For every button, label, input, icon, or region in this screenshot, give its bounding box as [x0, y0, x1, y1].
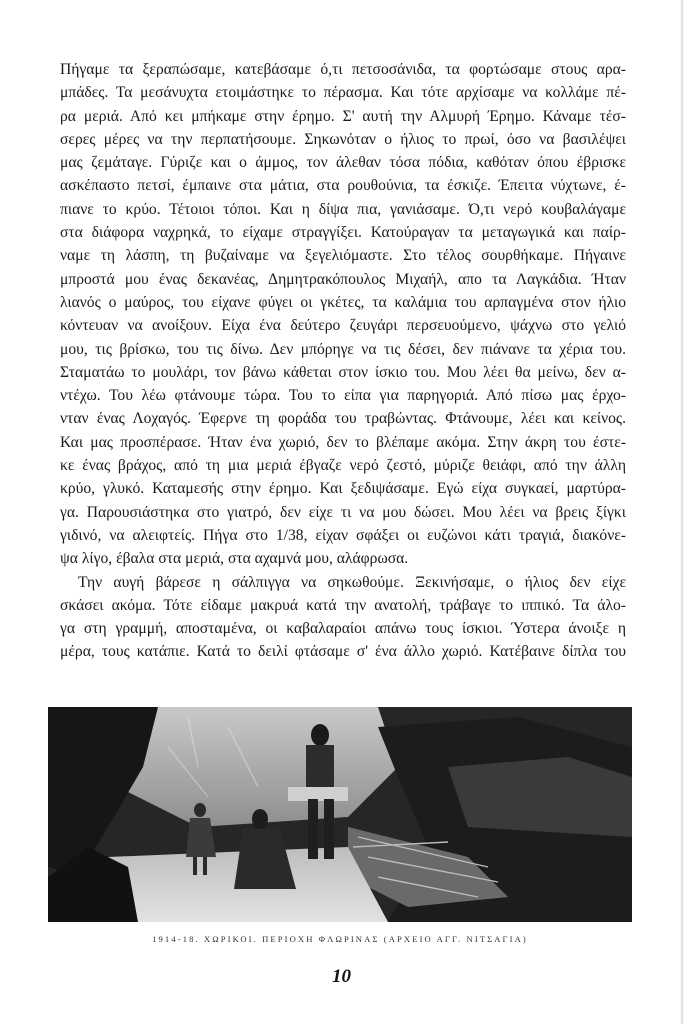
text-line: σκάσει ακόμα. Τότε είδαμε μακρυά κατά την ανατολή, τράβαγε το ιππικό. Τα άλο- — [60, 596, 626, 614]
text-line: ασκέπαστο πετσί, έμπαινε στα μάτια, στα ρουθούνια, τα έσκιζε. Έπειτα νύχτωνε, έ- — [60, 177, 626, 195]
text-line: λιανός ο μαύρος, του είχανε φύγει οι γκέτες, τα καλάμια του αρπαγμένα στον ήλιο — [60, 293, 626, 311]
text-line-paragraph-end: ψα λίγο, έβαλα στα μεριά, στα αχαμνά μου, αλάφρωσα. — [60, 550, 409, 568]
text-line: νταν ένας Λοχαγός. Έφερνε τη φοράδα του τραβώντας. Φτάνουμε, λέει και κείνος. — [60, 410, 626, 428]
text-line: μπροστά μου ένας δεκανέας, Δημητρακόπουλος Μιχαήλ, απο τα Λαγκάδια. Ήταν — [60, 270, 626, 288]
text-line: ρα μεριά. Από κει μπήκαμε στην έρημο. Σ' αυτή την Αλμυρή Έρημο. Κάναμε τέσ- — [60, 107, 626, 125]
text-line: ναμε τη λάσπη, τη βυζαίναμε να ξεγελιόμαστε. Στο τέλος σουρθήκαμε. Πήγαινε — [60, 247, 626, 265]
archival-photograph — [48, 707, 632, 922]
text-line: στα διάφορα ναχρηκά, το είχαμε στραγγίξει. Κατούραγαν τα μεταγωγικά και παίρ- — [60, 224, 626, 242]
photo-caption: 1914-18. ΧΩΡΙΚΟΙ. ΠΕΡΙΟΧΗ ΦΛΩΡΙΝΑΣ (ΑΡΧΕΙΟ ΑΓΓ. ΝΙΤΣΑΓΙΑ) — [152, 934, 528, 944]
body-text — [60, 58, 626, 664]
photo-illustration — [48, 707, 632, 922]
text-line-paragraph-start: Την αυγή βάρεσε η σάλπιγγα να σηκωθούμε. Ξεκινήσαμε, ο ήλιος δεν είχε — [78, 573, 626, 591]
text-line: μέρα, τους κατάπιε. Κατά το δειλί φτάσαμε σ' ένα άλλο χωριό. Κατέβαινε δίπλα του — [60, 643, 626, 661]
text-line: μου, τις βρίσκω, του τις δίνω. Δεν μπόρηγε να τις δέσει, δεν πιάνανε τα χέρια του. — [60, 340, 626, 358]
text-line: γιδινό, να αλειφτείς. Πήγα στο 1/38, είχαν σφάξει οι ευζώνοι κάτι τραγιά, διακόνε- — [60, 526, 626, 544]
text-line: Και μας προσπέρασε. Ήταν ένα χωριό, δεν το βλέπαμε ακόμα. Στην άκρη του έστε- — [60, 433, 626, 451]
text-line: μας ζεμάταγε. Γύριζε και ο άμμος, τον άλεθαν τόσα πόδια, καθόταν όπου έβρισκε — [60, 154, 626, 172]
text-line: κε ένας βράχος, από τη μια μεριά έβγαζε νερό ζεστό, μύριζε θειάφι, από την άλλη — [60, 457, 626, 475]
text-line: γα. Παρουσιάστηκα στο γιατρό, δεν είχε τι να μου δώσει. Μου λέει να βρεις ξίγκι — [60, 503, 626, 521]
text-line: Σταματάω το μουλάρι, τον βάνω κάθεται στον ίσκιο του. Μου λέει θα μείνω, δεν α- — [60, 363, 626, 381]
text-line: Πήγαμε τα ξεραπώσαμε, κατεβάσαμε ό,τι πετσοσάνιδα, τα φορτώσαμε στους αρα- — [60, 61, 626, 78]
page-number: 10 — [332, 966, 351, 987]
text-line: μπάδες. Τα μεσάνυχτα ετοιμάστηκε το πέρασμα. Και τότε αρχίσαμε να κολλάμε πέ- — [60, 84, 626, 102]
text-line: σερες μέρες να την περπατήσουμε. Σηκωνόταν ο ήλιος το πρωί, όσο να βασιλέψει — [60, 130, 626, 148]
text-line: κόντευαν να ανοίξουν. Είχα ένα δεύτερο ζευγάρι περσευούμενο, ψάχνω στο γελιό — [60, 317, 626, 335]
text-line: γα στη γραμμή, αποσταμένα, οι καβαλαραίοι απάνω τους ίσκιοι. Ύστερα άνοιξε η — [60, 620, 626, 638]
text-line: πιανε το κρύο. Τέτοιοι τόποι. Και η δίψα πια, γανιάσαμε. Ό,τι νερό κουβαλάγαμε — [60, 200, 626, 218]
text-line: ντέχω. Του λέω φτάνουμε τώρα. Του το είπα για παρηγοριά. Από πίσω μας έρχο- — [60, 387, 626, 405]
text-line: κρύο, γλυκό. Καταμεσής στην έρημο. Και ξεδιψάσαμε. Εγώ είχα συγκαεί, μαρτύρα- — [60, 480, 626, 498]
